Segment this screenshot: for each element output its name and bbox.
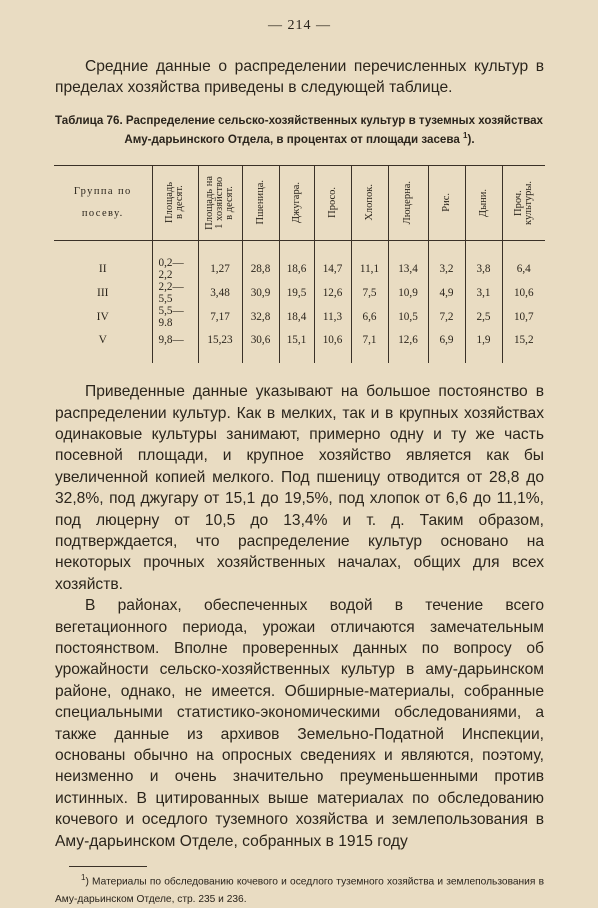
table-cell: 10,6 — [502, 281, 545, 305]
column-header: Просо. — [314, 165, 351, 240]
table-header-row — [54, 165, 545, 240]
table-cell: 7,2 — [428, 305, 465, 329]
table-cell: 15,23 — [198, 329, 242, 364]
crop-distribution-table — [54, 165, 545, 364]
page-number: — 214 — — [268, 18, 331, 33]
group-cell: V — [98, 333, 107, 346]
table-cell: 7,17 — [198, 305, 242, 329]
table-caption-line2-text: Аму-дарьинского Отдела, в процентах от площади засева — [124, 132, 460, 146]
column-header: Дыни. — [465, 165, 502, 240]
footnote-divider — [69, 866, 147, 867]
column-header: Площадь в десят. — [152, 165, 198, 240]
table-cell: 7,1 — [351, 329, 388, 364]
column-header: Проч. культуры. — [502, 165, 545, 240]
table-cell: 2,2—5,5 — [152, 281, 198, 305]
table-caption-line1: Таблица 76. Распределение сельско-хозяйственных культур в туземных хозяйствах — [55, 113, 543, 127]
column-header: Джугара. — [279, 165, 314, 240]
group-header-line1: Группа по — [73, 185, 132, 197]
table-cell: 32,8 — [242, 305, 279, 329]
table-caption-line2 — [53, 128, 546, 147]
table-cell: 18,4 — [279, 305, 314, 329]
table-caption — [53, 113, 546, 147]
group-cell: IV — [96, 310, 109, 323]
table-cell: 3,48 — [198, 281, 242, 305]
table-cell: 4,9 — [428, 281, 465, 305]
footnote-mark: 1 — [81, 873, 86, 883]
body-text — [55, 381, 544, 852]
column-header: Хлопок. — [351, 165, 388, 240]
table-cell: 11,3 — [314, 305, 351, 329]
body-paragraph: Приведенные данные указывают на большое постоянство в распределении культур. Как в мелких, так и в крупных хозяйствах одинаковые культуры занимают, примерно одну и ту же часть посевной площади, и крупное хозяйство является как бы увеличенной копией мелкого. Под пшеницу отводится от 28,8 до 32,8%, под джугару от 15,1 до 19,5%, под хлопок от 6,6 до 11,1%, под люцерну от 10,5 до 13,4% и т. д. Таким образом, подтверждается, что распределение культур основано на некоторых прочных хозяйственных началах, общих для всех хозяйств. — [55, 383, 544, 593]
table-cell: 1,9 — [465, 329, 502, 364]
table-cell: 13,4 — [388, 240, 428, 281]
table-cell: 9,8— — [152, 329, 198, 364]
table-cell: 6,4 — [502, 240, 545, 281]
table-row — [54, 240, 545, 281]
group-cell: III — [97, 286, 109, 299]
table-cell: 12,6 — [314, 281, 351, 305]
table-cell: 11,1 — [351, 240, 388, 281]
table-cell: 30,6 — [242, 329, 279, 364]
group-cell: II — [98, 262, 107, 275]
table-cell: 0,2—2,2 — [152, 240, 198, 281]
table-cell: 12,6 — [388, 329, 428, 364]
body-paragraph: В районах, обеспеченных водой в течение всего вегетационного периода, урожаи отличаются замечательным постоянством. Вполне проверенных данных по вопросу об урожайности сельско-хозяйственных культур в аму-дарьинском районе, однако, не имеется. Обширные-материалы, собранные специальными статистико-экономическими обследованиями, а также данные из архивов Земельно-Податной Инспекции, основаны обычно на опросных сведениях и являются, поэтому, неизменно и очень значительно преуменьшенными против истинных. В цитированных выше материалах по обследованию кочевого и оседлого туземного хозяйства и землепользования в Аму-дарьинском Отделе, собранных в 1915 году — [55, 597, 544, 850]
table-cell: 14,7 — [314, 240, 351, 281]
table-cell: 6,9 — [428, 329, 465, 364]
table-row — [54, 281, 545, 305]
table-cell: 10,7 — [502, 305, 545, 329]
table-cell: 15,1 — [279, 329, 314, 364]
table-cell: 10,9 — [388, 281, 428, 305]
table-cell: 10,6 — [314, 329, 351, 364]
footnote — [55, 869, 544, 907]
caption-footnote-mark: 1 — [463, 130, 468, 140]
column-header: Пшеница. — [242, 165, 279, 240]
caption-end: ). — [467, 132, 475, 146]
table-cell: 1,27 — [198, 240, 242, 281]
intro-paragraph: Средние данные о распределении перечисленных культур в пределах хозяйства приведены в следующей таблице. — [55, 58, 544, 97]
table-cell: 15,2 — [502, 329, 545, 364]
table-row — [54, 305, 545, 329]
table-cell: 28,8 — [242, 240, 279, 281]
table-cell: 2,5 — [465, 305, 502, 329]
column-header: Рис. — [428, 165, 465, 240]
table-cell: 19,5 — [279, 281, 314, 305]
column-header: Площадь на 1 хозяйство в десят. — [198, 165, 242, 240]
table-cell: 7,5 — [351, 281, 388, 305]
table-cell: 3,2 — [428, 240, 465, 281]
table-cell: 30,9 — [242, 281, 279, 305]
table-cell: 6,6 — [351, 305, 388, 329]
table-cell: 3,8 — [465, 240, 502, 281]
table-cell: 3,1 — [465, 281, 502, 305]
table-row — [54, 329, 545, 364]
group-column-header — [54, 165, 152, 240]
group-header-line2: посеву. — [81, 207, 124, 219]
table-cell: 18,6 — [279, 240, 314, 281]
table-cell: 5,5—9.8 — [152, 305, 198, 329]
footnote-text: ) Материалы по обследованию кочевого и оседлого туземного хозяйства и землепользования в Аму-дарьинском Отделе, стр. 235 и 236. — [55, 876, 544, 905]
column-header: Люцерна. — [388, 165, 428, 240]
table-cell: 10,5 — [388, 305, 428, 329]
